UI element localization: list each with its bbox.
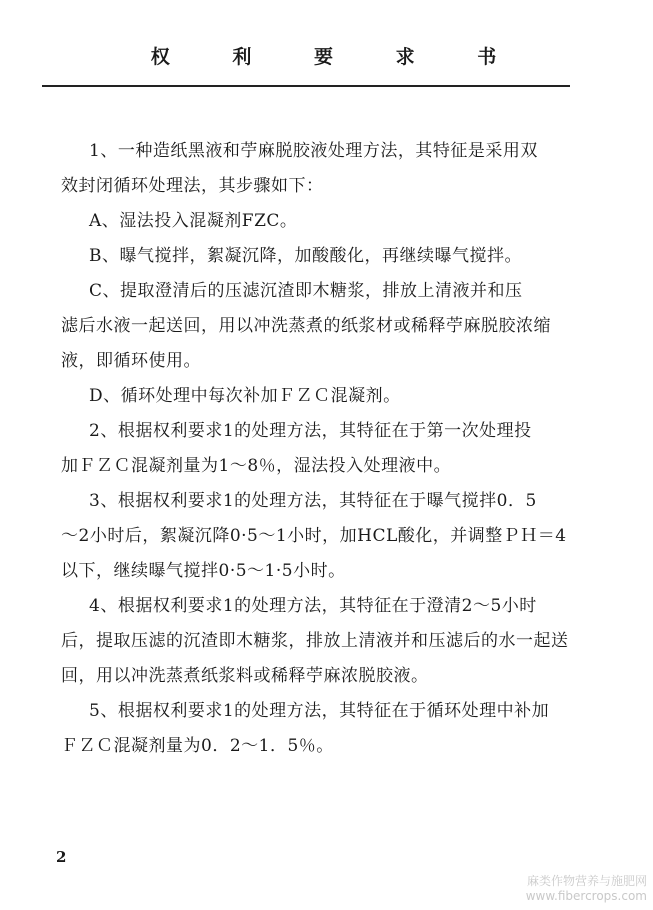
- claim-5: [61, 694, 572, 764]
- step-c-line-1: C、提取澄清后的压滤沉渣即木糖浆，排放上清液并和压: [89, 281, 523, 301]
- claim-1: [61, 134, 572, 204]
- claim-1-line-1: 1、一种造纸黑液和苧麻脱胶液处理方法，其特征是采用双: [89, 141, 538, 161]
- step-c-line-2: 滤后水液一起送回，用以冲洗蒸煮的纸浆材或稀释苧麻脱胶浓缩: [61, 316, 551, 336]
- claim-4-line-3: 回，用以冲洗蒸煮纸浆料或稀释苧麻浓脱胶液。: [61, 666, 429, 686]
- claim-3: [61, 484, 572, 589]
- claim-5-line-2: ＦＺＣ混凝剂量为0．2～1．5％。: [61, 736, 334, 756]
- title-divider: [42, 85, 570, 87]
- claim-5-line-1: 5、根据权利要求1的处理方法，其特征在于循环处理中补加: [89, 701, 550, 721]
- claim-3-line-3: 以下，继续曝气搅拌0·5～1·5小时。: [61, 561, 346, 581]
- step-b-line-1: B、曝气搅拌，絮凝沉降，加酸酸化，再继续曝气搅拌。: [89, 246, 522, 266]
- claim-1-step-c: [61, 274, 572, 379]
- claims-body: [61, 134, 572, 764]
- page-number: 2: [56, 848, 67, 866]
- claim-2-line-2: 加ＦＺＣ混凝剂量为1～8％，湿法投入处理液中。: [61, 456, 452, 476]
- claim-2-line-1: 2、根据权利要求1的处理方法，其特征在于第一次处理投: [89, 421, 532, 441]
- claim-4-line-1: 4、根据权利要求1的处理方法，其特征在于澄清2～5小时: [89, 596, 537, 616]
- claim-1-step-b: [72, 239, 572, 274]
- step-c-line-3: 液，即循环使用。: [61, 351, 201, 371]
- page-title: 权 利 要 求 书: [150, 46, 525, 68]
- site-watermark: [526, 874, 647, 904]
- claim-1-step-d: [72, 379, 572, 414]
- claim-2: [61, 414, 572, 484]
- watermark-site-name: 麻类作物营养与施肥网: [526, 874, 647, 888]
- claim-1-line-2: 效封闭循环处理法，其步骤如下：: [61, 176, 324, 196]
- step-d-line-1: D、循环处理中每次补加ＦＺＣ混凝剂。: [89, 386, 401, 406]
- claim-3-line-1: 3、根据权利要求1的处理方法，其特征在于曝气搅拌0．5: [89, 491, 537, 511]
- step-a-line-1: A、湿法投入混凝剂FZC。: [89, 211, 298, 231]
- claim-4-line-2: 后，提取压滤的沉渣即木糖浆，排放上清液并和压滤后的水一起送: [61, 631, 569, 651]
- claim-1-step-a: [72, 204, 572, 239]
- claim-3-line-2: ～2小时后，絮凝沉降0·5～1小时，加HCL酸化，并调整ＰＨ＝4: [61, 526, 567, 546]
- watermark-url: www.fibercrops.com: [525, 889, 647, 903]
- claim-4: [61, 589, 572, 694]
